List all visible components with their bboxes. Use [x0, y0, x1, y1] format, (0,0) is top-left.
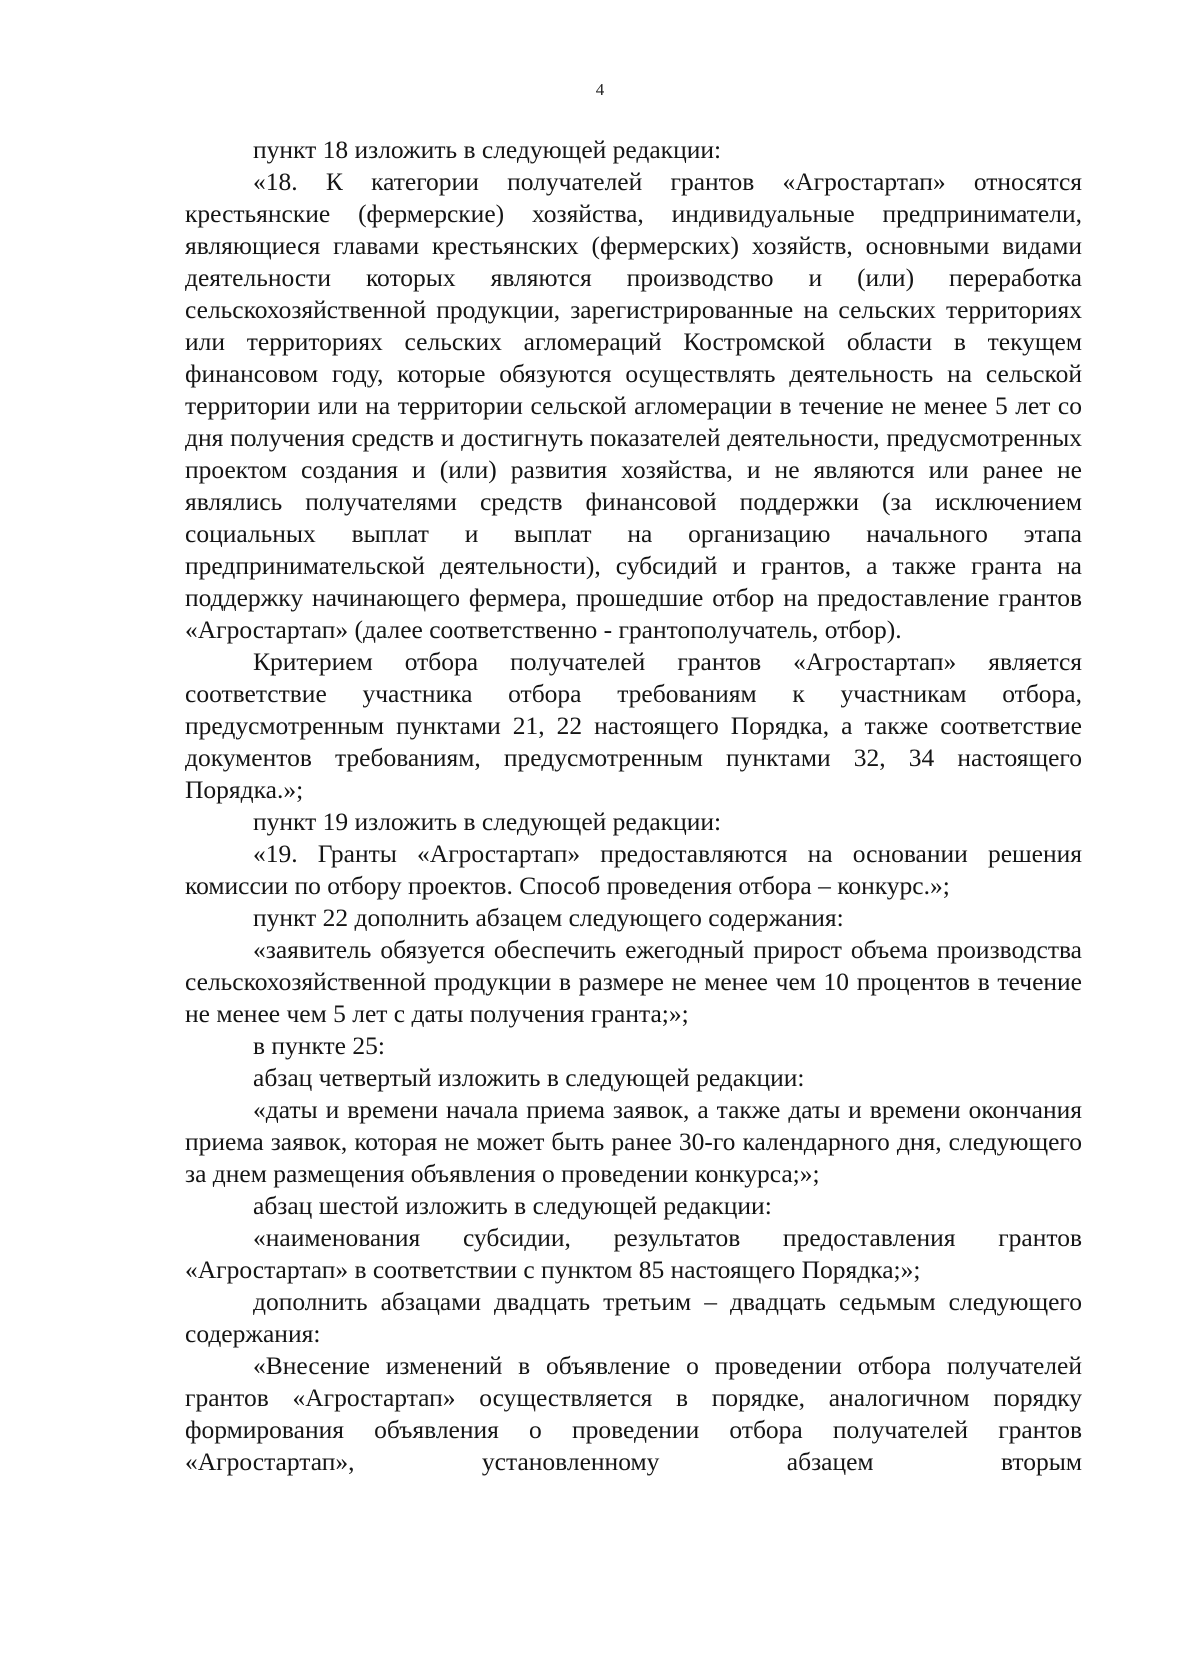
- paragraph-13: дополнить абзацами двадцать третьим – двадцать седьмым следующего содержания:: [185, 1287, 1082, 1348]
- paragraph-11: абзац шестой изложить в следующей редакции:: [253, 1191, 772, 1220]
- paragraph-5: «19. Гранты «Агростартап» предоставляются на основании решения комиссии по отбору проектов. Способ проведения отбора – конкурс.»;: [185, 839, 1082, 900]
- paragraph-8: в пункте 25:: [253, 1031, 385, 1060]
- paragraph-2: «18. К категории получателей грантов «Агростартап» относятся крестьянские (фермерские) хозяйства, индивидуальные предприниматели, являющиеся главами крестьянских (фермерских) хозяйств, основными видами деятельности которых являются производство и (или) переработка сельскохозяйственной продукции, зарегистрированные на сельских территориях или территориях сельских агломераций Костромской области в текущем финансовом году, которые обязуются осуществлять деятельность на сельской территории или на территории сельской агломерации в течение не менее 5 лет со дня получения средств и достигнуть показателей деятельности, предусмотренных проектом создания и (или) развития хозяйства, и не являются или ранее не являлись получателями средств финансовой поддержки (за исключением социальных выплат и выплат на организацию начального этапа предпринимательской деятельности), субсидий и грантов, а также гранта на поддержку начинающего фермера, прошедшие отбор на предоставление грантов «Агростартап» (далее соответственно - грантополучатель, отбор).: [185, 167, 1082, 644]
- paragraph-4: пункт 19 изложить в следующей редакции:: [253, 807, 722, 836]
- document-body: [185, 134, 1082, 1478]
- paragraph-9: абзац четвертый изложить в следующей редакции:: [253, 1063, 805, 1092]
- page-number: 4: [595, 80, 605, 99]
- paragraph-1: пункт 18 изложить в следующей редакции:: [253, 135, 722, 164]
- paragraph-12: «наименования субсидии, результатов предоставления грантов «Агростартап» в соответствии с пунктом 85 настоящего Порядка;»;: [185, 1223, 1082, 1284]
- paragraph-3: Критерием отбора получателей грантов «Агростартап» является соответствие участника отбора требованиям к участникам отбора, предусмотренным пунктами 21, 22 настоящего Порядка, а также соответствие документов требованиям, предусмотренным пунктами 32, 34 настоящего Порядка.»;: [185, 647, 1082, 804]
- paragraph-14: «Внесение изменений в объявление о проведении отбора получателей грантов «Агростартап» осуществляется в порядке, аналогичном порядку формирования объявления о проведении отбора получателей грантов «Агростартап», установленному абзацем вторым: [185, 1351, 1082, 1476]
- paragraph-10: «даты и времени начала приема заявок, а также даты и времени окончания приема заявок, которая не может быть ранее 30-го календарного дня, следующего за днем размещения объявления о проведении конкурса;»;: [185, 1095, 1082, 1188]
- paragraph-7: «заявитель обязуется обеспечить ежегодный прирост объема производства сельскохозяйственной продукции в размере не менее чем 10 процентов в течение не менее чем 5 лет с даты получения гранта;»;: [185, 935, 1082, 1028]
- paragraph-6: пункт 22 дополнить абзацем следующего содержания:: [253, 903, 844, 932]
